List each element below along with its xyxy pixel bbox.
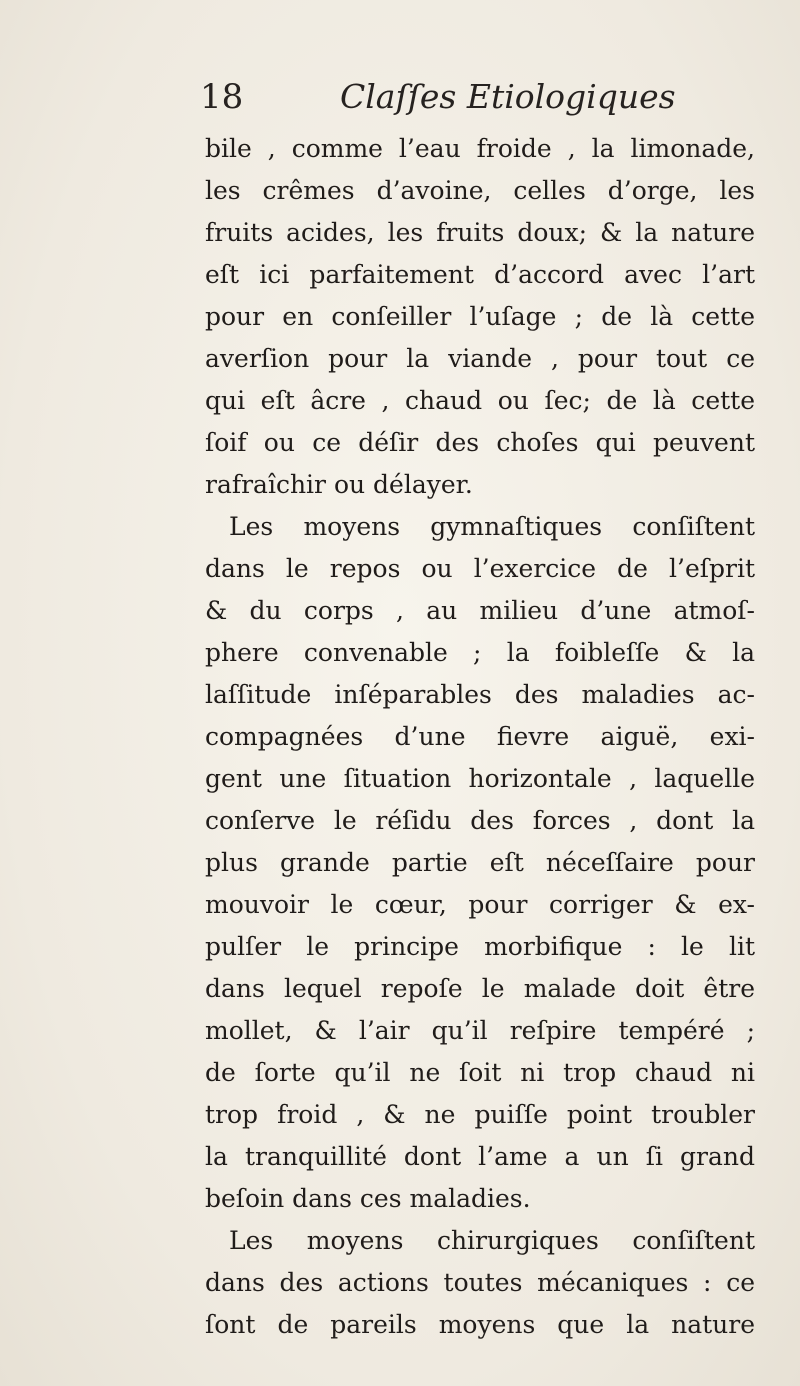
text-line: les crêmes d’avoine, celles d’orge, les: [205, 176, 755, 205]
text-line: laſſitude inſéparables des maladies ac-: [205, 680, 755, 709]
text-line: & du corps , au milieu d’une atmoſ-: [205, 596, 755, 625]
text-line: Les moyens chirurgiques conſiſtent: [229, 1226, 755, 1255]
text-line: ſoif ou ce déſir des choſes qui peuvent: [205, 428, 755, 457]
body-text: [205, 128, 755, 1346]
text-line: mouvoir le cœur, pour corriger & ex-: [205, 890, 755, 919]
text-line: dans le repos ou l’exercice de l’eſprit: [205, 554, 755, 583]
text-line: pour en conſeiller l’uſage ; de là cette: [205, 302, 755, 331]
text-line: averſion pour la viande , pour tout ce: [205, 344, 755, 373]
text-line: de ſorte qu’il ne ſoit ni trop chaud ni: [205, 1058, 755, 1087]
text-line: la tranquillité dont l’ame a un ſi grand: [205, 1142, 755, 1171]
text-line: Les moyens gymnaſtiques conſiſtent: [229, 512, 755, 541]
text-line: trop froid , & ne puiſſe point troubler: [205, 1100, 755, 1129]
text-line: pulſer le principe morbifique : le lit: [205, 932, 755, 961]
text-line: eſt ici parfaitement d’accord avec l’art: [205, 260, 755, 289]
text-line: conſerve le réſidu des forces , dont la: [205, 806, 755, 835]
text-line: plus grande partie eſt néceſſaire pour: [205, 848, 755, 877]
running-head: Claſſes Etiologiques: [340, 77, 676, 116]
text-line: bile , comme l’eau froide , la limonade,: [205, 134, 755, 163]
text-line: fruits acides, les fruits doux; & la nature: [205, 218, 755, 247]
text-line: beſoin dans ces maladies.: [205, 1184, 531, 1213]
text-line: compagnées d’une fievre aiguë, exi-: [205, 722, 755, 751]
text-line: qui eſt âcre , chaud ou ſec; de là cette: [205, 386, 755, 415]
text-line: phere convenable ; la foibleſſe & la: [205, 638, 755, 667]
text-line: gent une ſituation horizontale , laquelle: [205, 764, 755, 793]
page-header: [200, 72, 740, 122]
page-number: 18: [200, 77, 244, 117]
text-line: dans lequel repoſe le malade doit être: [205, 974, 755, 1003]
text-line: mollet, & l’air qu’il reſpire tempéré ;: [205, 1016, 755, 1045]
text-line: ſont de pareils moyens que la nature: [205, 1310, 755, 1339]
text-line: rafraîchir ou délayer.: [205, 470, 473, 499]
text-line: dans des actions toutes mécaniques : ce: [205, 1268, 755, 1297]
